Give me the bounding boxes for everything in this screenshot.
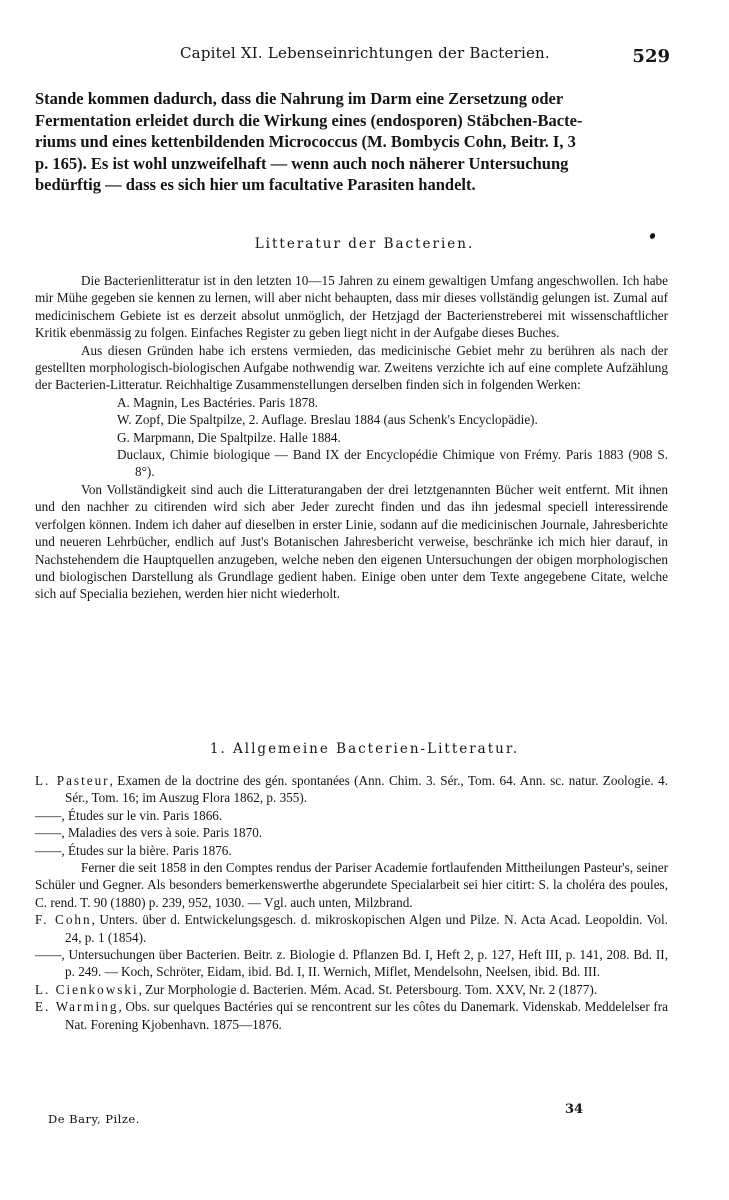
literature-entry bbox=[35, 807, 668, 824]
page-number: 529 bbox=[632, 46, 670, 67]
reference-work bbox=[35, 446, 668, 481]
entry-text: , Untersuchungen über Bacterien. Beitr. z. Biologie d. Pflanzen Bd. I, Heft 2, p. 127, Heft III, p. 141, 208. Bd. II, p. 249. — Koch, Schröter, Eidam, ibid. Bd. I, II. Wernich, Miflet, Mendelsohn, Neelsen, ibid. Bd. III. bbox=[61, 947, 668, 980]
pasteur-note: Ferner die seit 1858 in den Comptes rendus der Pariser Academie fortlaufenden Mittheilungen Pasteur's, seiner Schüler und Gegner. Als besonders bemerkenswerthe abgerundete Specialarbeit sei hier citirt: S. la choléra des poules, C. rend. T. 90 (1880) p. 239, 952, 1030. — Vgl. auch unten, Milzbrand. bbox=[35, 860, 668, 910]
entry-text: , Zur Morphologie d. Bacterien. Mém. Acad. St. Petersbourg. Tom. XXV, Nr. 2 (1877). bbox=[138, 981, 598, 997]
literature-entry bbox=[35, 842, 668, 859]
literature-list bbox=[35, 772, 668, 1033]
entry-text: , Unters. über d. Entwickelungsgesch. d. mikroskopischen Algen und Pilze. N. Acta Acad. Leopoldin. Vol. 24, p. 1 (1854). bbox=[65, 912, 668, 945]
intro-line: p. 165). Es ist wohl unzweifelhaft — wenn auch noch näherer Untersuchung bbox=[35, 153, 569, 173]
entry-text: , Études sur la bière. Paris 1876. bbox=[61, 842, 232, 858]
paragraph: Aus diesen Gründen habe ich erstens vermieden, das medicinische Gebiet mehr zu berühren als nach der gestellten morphologisch-biologischen Aufgabe nothwendig war. Zweitens verzichte ich auf eine complete Aufzählung der Bacterien-Litteratur. Reichhaltige Zusammenstellungen derselben finden sich in folgenden Werken: bbox=[35, 342, 668, 393]
intro-line: Stande kommen dadurch, dass die Nahrung im Darm eine Zersetzung oder bbox=[35, 89, 564, 108]
paragraph: Die Bacterienlitteratur ist in den letzten 10—15 Jahren zu einem gewaltigen Umfang angeschwollen. Ich habe mir Mühe gegeben sie kennen zu lernen, will aber nicht behaupten, dass mir dieses vollständig gelungen ist. Zumal auf medicinischem Gebiete ist es derzeit absolut unmöglich, der Hetzjagd der Bacterienstreberei mit wissenschaftlicher Kritik ebenmässig zu folgen. Einfaches Register zu geben liegt nicht in der Aufgabe dieses Buches. bbox=[35, 273, 668, 341]
literature-entry bbox=[35, 911, 668, 946]
entry-text: , Maladies des vers à soie. Paris 1870. bbox=[61, 825, 263, 841]
entry-author: E. Warming bbox=[35, 999, 119, 1015]
reference-text: , Die Spaltpilze, 2. Auflage. Breslau 1884 (aus Schenk's Encyclopädie). bbox=[160, 412, 538, 428]
entry-author: L. Cienkowski bbox=[35, 981, 139, 997]
reference-work bbox=[35, 394, 668, 411]
reference-author: W. Zopf bbox=[117, 412, 161, 428]
entry-text: , Obs. sur quelques Bactéries qui se rencontrent sur les côtes du Danemark. Videnskab. Meddelelser fra Nat. Forening Kjobenhavn. 1875—1876. bbox=[65, 999, 669, 1032]
entry-author: —— bbox=[35, 947, 62, 963]
entry-text: , Examen de la doctrine des gén. spontanées (Ann. Chim. 3. Sér., Tom. 64. Ann. sc. natur. Zoologie. 4. Sér., Tom. 16; im Auszug Flora 1862, p. 355). bbox=[65, 773, 668, 806]
page-header bbox=[40, 44, 670, 74]
subsection-title: 1. Allgemeine Bacterien-Litteratur. bbox=[209, 741, 520, 757]
literature-entry bbox=[35, 981, 668, 998]
entry-author: —— bbox=[35, 807, 62, 823]
literature-entry bbox=[35, 998, 668, 1033]
footer-note: De Bary, Pilze. bbox=[48, 1112, 140, 1126]
reference-author: G. Marpmann bbox=[117, 429, 191, 445]
reference-text: , Les Bactéries. Paris 1878. bbox=[174, 394, 319, 410]
literature-entry bbox=[35, 772, 668, 807]
literature-entry bbox=[35, 824, 668, 841]
paragraph: Von Vollständigkeit sind auch die Litteraturangaben der drei letztgenannten Bücher weit entfernt. Mit ihnen und den nachher zu citirenden wird sich aber Jeder zurecht finden und das ihn jedesmal speciell interessirende verfolgen können. Indem ich daher auf dieselben in erster Linie, sodann auf die medicinischen Journale, Jahresberichte und neueren Lehrbücher, endlich auf Just's Botanischen Jahresbericht verweise, beschränke ich mich hier darauf, in Nachstehendem die Hauptquellen anzugeben, welche neben den eigenen Untersuchungen der obigen morphologischen und biologischen Darstellung als Grundlage gedient haben. Einige oben unter dem Texte angegebene Citate, welche sich auf Specialia beziehen, werden hier nicht wiederholt. bbox=[35, 481, 668, 602]
intro-line: Fermentation erleidet durch die Wirkung eines (endosporen) Stäbchen-Bacte- bbox=[35, 110, 583, 130]
reference-works-list bbox=[35, 394, 668, 481]
reference-work bbox=[35, 429, 668, 446]
signature-mark: 34 bbox=[565, 1102, 584, 1117]
reference-author: Duclaux bbox=[117, 447, 162, 463]
section-title: Litteratur der Bacterien. bbox=[254, 236, 475, 252]
reference-text: , Die Spaltpilze. Halle 1884. bbox=[190, 429, 341, 445]
intro-paragraph bbox=[35, 88, 668, 196]
intro-line: riums und eines kettenbildenden Micrococcus (M. Bombycis Cohn, Beitr. I, 3 bbox=[35, 132, 576, 151]
entry-author: F. Cohn bbox=[35, 912, 92, 928]
entry-author: —— bbox=[35, 825, 62, 841]
reference-author: A. Magnin bbox=[117, 394, 175, 410]
entry-text: , Études sur le vin. Paris 1866. bbox=[61, 807, 223, 823]
literature-entry bbox=[35, 946, 668, 981]
reference-work bbox=[35, 411, 668, 428]
reference-text: , Chimie biologique — Band IX der Encyclopédie Chimique von Frémy. Paris 1883 (908 S. 8°). bbox=[135, 447, 668, 480]
entry-author: —— bbox=[35, 842, 62, 858]
intro-line: bedürftig — dass es sich hier um facultative Parasiten handelt. bbox=[35, 175, 476, 194]
literature-intro bbox=[35, 272, 668, 603]
entry-author: L. Pasteur bbox=[35, 773, 110, 788]
running-head: Capitel XI. Lebenseinrichtungen der Bacterien. bbox=[180, 44, 550, 62]
